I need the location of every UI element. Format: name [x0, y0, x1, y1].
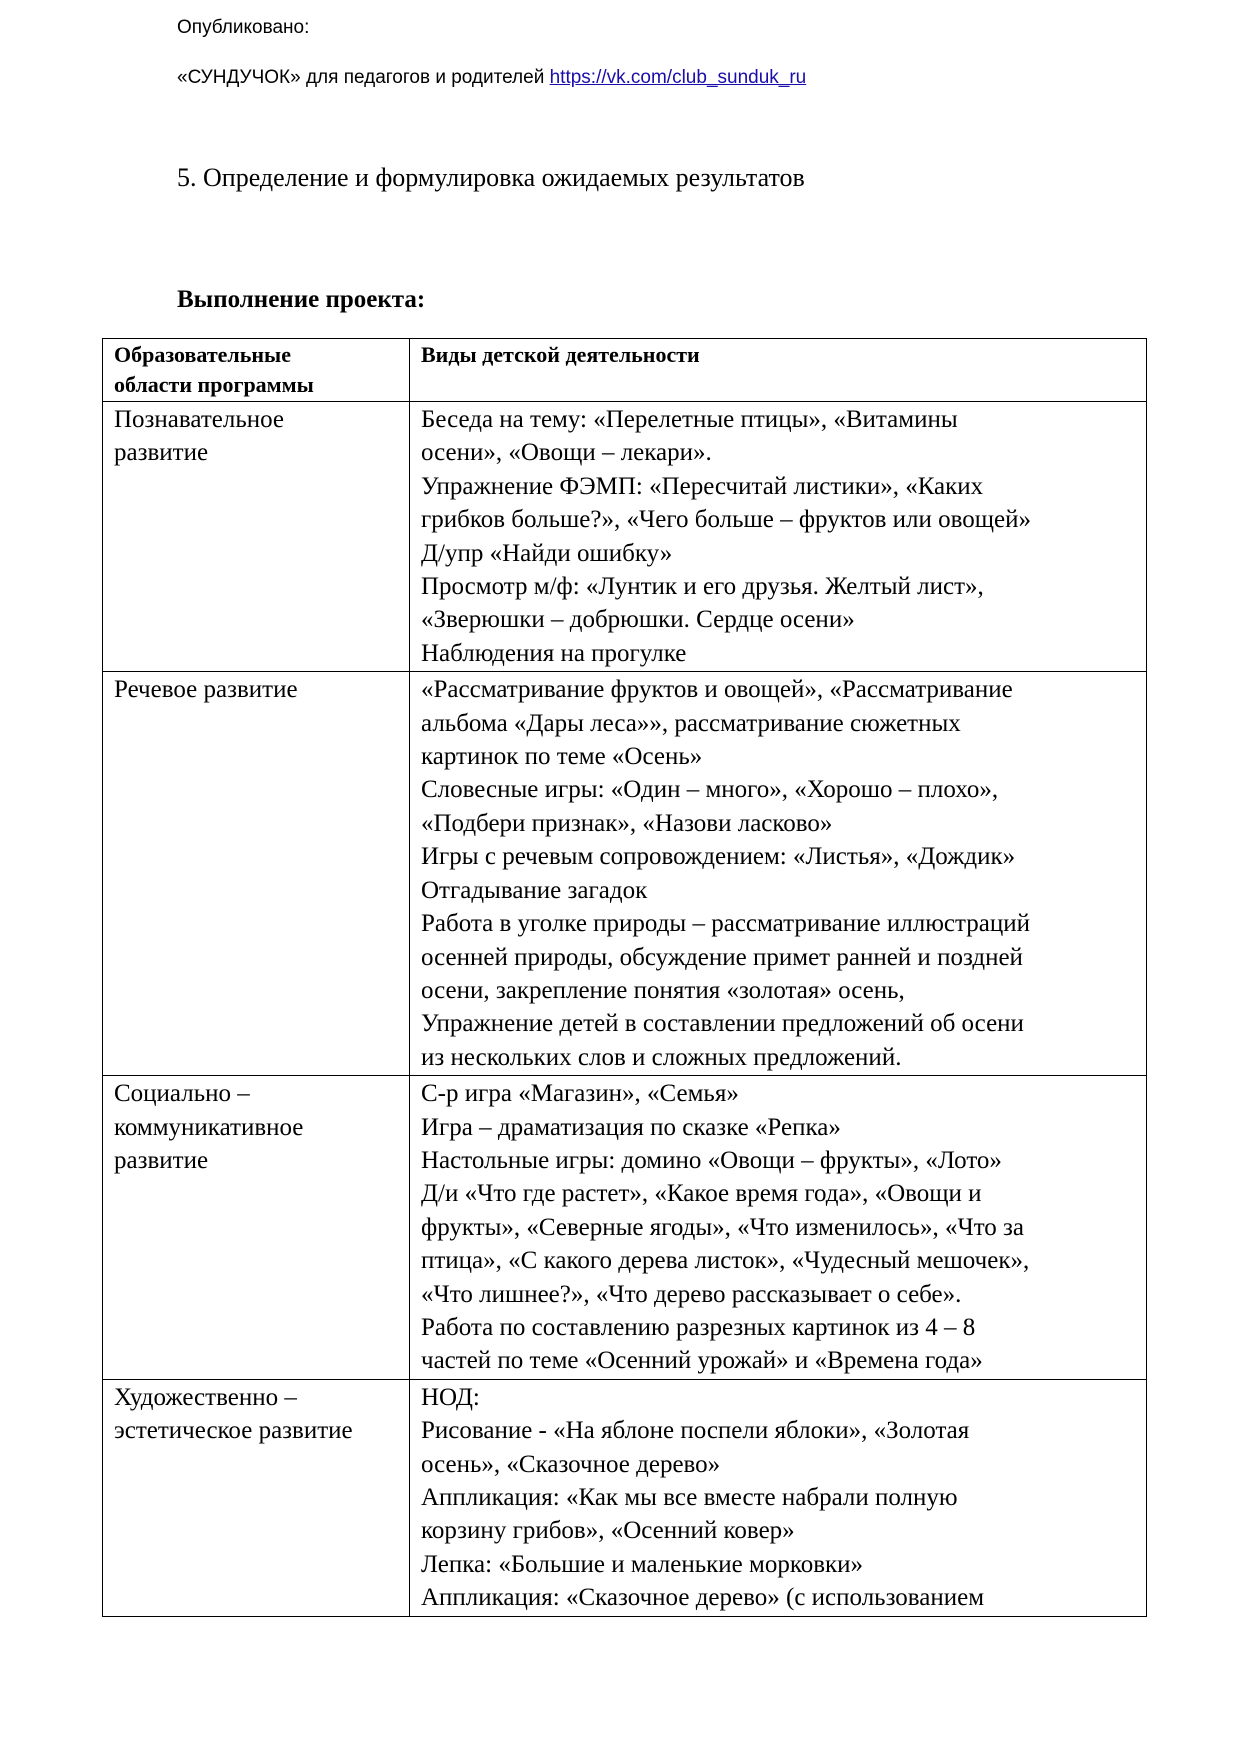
- activities-cell: [410, 672, 1147, 1076]
- area-cell: [103, 1379, 410, 1616]
- activity-line: Игра – драматизация по сказке «Репка»: [421, 1113, 841, 1141]
- activity-line: Д/упр «Найди ошибку»: [421, 539, 673, 567]
- table-body: [103, 402, 1147, 1617]
- area-cell: [103, 402, 410, 672]
- area-line: Социально –: [114, 1080, 250, 1108]
- header-educational-areas: [103, 339, 410, 402]
- table-row: [103, 1379, 1147, 1616]
- activity-line: осенней природы, обсуждение примет ранней и поздней: [421, 943, 1023, 971]
- header-line: Виды детской деятельности: [421, 342, 700, 367]
- table-row: [103, 672, 1147, 1076]
- published-label: Опубликовано:: [177, 17, 310, 38]
- activity-line: «Зверюшки – добрюшки. Сердце осени»: [421, 606, 855, 634]
- source-text: «СУНДУЧОК» для педагогов и родителей: [177, 67, 550, 88]
- activity-line: Работа по составлению разрезных картинок из 4 – 8: [421, 1313, 976, 1341]
- table-row: [103, 1076, 1147, 1380]
- publication-header: [177, 14, 807, 88]
- activities-cell: [410, 1076, 1147, 1380]
- activity-line: «Рассматривание фруктов и овощей», «Рассматривание: [421, 676, 1013, 704]
- source-link[interactable]: https://vk.com/club_sunduk_ru: [549, 67, 807, 88]
- activity-line: С-р игра «Магазин», «Семья»: [421, 1080, 739, 1108]
- activity-line: альбома «Дары леса»», рассматривание сюжетных: [421, 709, 961, 737]
- table-row: [103, 402, 1147, 672]
- activities-cell: [410, 1379, 1147, 1616]
- activity-line: Упражнение детей в составлении предложений об осени: [421, 1010, 1024, 1038]
- activity-line: птица», «С какого дерева листок», «Чудесный мешочек»,: [421, 1247, 1030, 1275]
- activity-line: Аппликация: «Сказочное дерево» (с использованием: [421, 1584, 985, 1612]
- activity-line: Просмотр м/ф: «Лунтик и его друзья. Желтый лист»,: [421, 573, 984, 601]
- area-cell: [103, 1076, 410, 1380]
- header-line: области программы: [114, 372, 314, 397]
- activity-line: Д/и «Что где растет», «Какое время года», «Овощи и: [421, 1180, 982, 1208]
- execution-title: Выполнение проекта:: [177, 286, 426, 313]
- header-activity-types: [410, 339, 1147, 402]
- area-line: развитие: [114, 1146, 209, 1174]
- activity-line: осени», «Овощи – лекари».: [421, 439, 712, 467]
- area-cell: [103, 672, 410, 1076]
- section-title: 5. Определение и формулировка ожидаемых результатов: [177, 163, 805, 192]
- activities-table: [102, 338, 1147, 1617]
- activity-line: Словесные игры: «Один – много», «Хорошо – плохо»,: [421, 776, 999, 804]
- activity-line: грибков больше?», «Чего больше – фруктов или овощей»: [421, 506, 1032, 534]
- activity-line: корзину грибов», «Осенний ковер»: [421, 1517, 795, 1545]
- activity-line: частей по теме «Осенний урожай» и «Времена года»: [421, 1347, 983, 1375]
- activity-line: Рисование - «На яблоне поспели яблоки», «Золотая: [421, 1417, 970, 1445]
- table-header-row: [103, 339, 1147, 402]
- area-line: Художественно –: [114, 1383, 297, 1411]
- header-line: Образовательные: [114, 342, 291, 367]
- activity-line: картинок по теме «Осень»: [421, 743, 703, 771]
- activity-line: Игры с речевым сопровождением: «Листья», «Дождик»: [421, 843, 1016, 871]
- area-line: коммуникативное: [114, 1113, 304, 1141]
- activity-line: Настольные игры: домино «Овощи – фрукты», «Лото»: [421, 1146, 1002, 1174]
- area-line: Познавательное: [114, 406, 285, 433]
- activity-line: Работа в уголке природы – рассматривание иллюстраций: [421, 910, 1030, 938]
- area-line: эстетическое развитие: [114, 1417, 353, 1445]
- area-line: Речевое развитие: [114, 676, 298, 704]
- activity-line: осень», «Сказочное дерево»: [421, 1450, 721, 1478]
- activity-line: Аппликация: «Как мы все вместе набрали полную: [421, 1484, 958, 1511]
- activity-line: Лепка: «Большие и маленькие морковки»: [421, 1550, 864, 1578]
- activity-line: Отгадывание загадок: [421, 876, 648, 904]
- activities-cell: [410, 402, 1147, 672]
- activity-line: НОД:: [421, 1383, 480, 1411]
- activity-line: фрукты», «Северные ягоды», «Что изменилось», «Что за: [421, 1213, 1025, 1241]
- source-line: [177, 64, 806, 92]
- activity-line: Упражнение ФЭМП: «Пересчитай листики», «Каких: [421, 472, 984, 500]
- activity-line: Наблюдения на прогулке: [421, 639, 687, 667]
- activity-line: осени, закрепление понятия «золотая» осень,: [421, 976, 905, 1004]
- activity-line: «Что лишнее?», «Что дерево рассказывает о себе».: [421, 1280, 962, 1308]
- activity-line: Беседа на тему: «Перелетные птицы», «Витамины: [421, 406, 958, 433]
- activity-line: «Подбери признак», «Назови ласково»: [421, 809, 833, 837]
- activity-line: из нескольких слов и сложных предложений.: [421, 1043, 902, 1071]
- area-line: развитие: [114, 439, 209, 467]
